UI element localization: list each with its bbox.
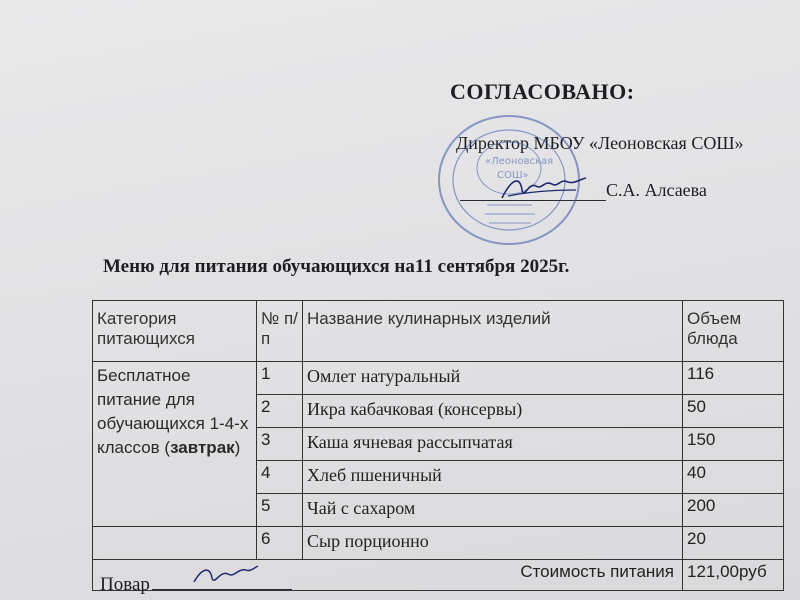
- category-close: ): [234, 438, 241, 457]
- stamp-line-2: СОШ»: [497, 170, 529, 181]
- stamp-line-1: «Леоновская: [485, 156, 554, 167]
- table-row: [93, 527, 784, 560]
- category-meal: завтрак: [170, 438, 235, 457]
- table-row: [93, 362, 784, 395]
- dish-number: 4: [257, 461, 303, 494]
- menu-title: Меню для питания обучающихся на11 сентября 2025г.: [103, 256, 570, 277]
- dish-name: Каша ячневая рассыпчатая: [303, 428, 683, 461]
- header-number: № п/п: [257, 301, 303, 362]
- header-volume: Объем блюда: [683, 301, 784, 362]
- header-name: Название кулинарных изделий: [303, 301, 683, 362]
- dish-number: 2: [257, 395, 303, 428]
- dish-volume: 116: [683, 362, 784, 395]
- dish-name: Сыр порционно: [303, 527, 683, 560]
- dish-number: 5: [257, 494, 303, 527]
- dish-volume: 200: [683, 494, 784, 527]
- dish-number: 3: [257, 428, 303, 461]
- dish-name: Икра кабачковая (консервы): [303, 395, 683, 428]
- cook-label: Повар: [100, 574, 150, 595]
- cook-signature: [190, 560, 260, 590]
- approval-heading: СОГЛАСОВАНО:: [450, 79, 635, 104]
- approval-block: [0, 0, 800, 230]
- dish-name: Чай с сахаром: [303, 494, 683, 527]
- director-signature: [498, 168, 588, 208]
- dish-volume: 150: [683, 428, 784, 461]
- total-label: Стоимость питания: [93, 560, 683, 591]
- dish-volume: 40: [683, 461, 784, 494]
- dish-number: 6: [257, 527, 303, 560]
- empty-category-cell: [93, 527, 257, 560]
- header-category: Категория питающихся: [93, 301, 257, 362]
- total-value: 121,00руб: [683, 560, 784, 591]
- table-header-row: [93, 301, 784, 362]
- category-cell: [93, 362, 257, 527]
- signer-name: С.А. Алсаева: [606, 180, 707, 200]
- dish-volume: 20: [683, 527, 784, 560]
- category-text: Бесплатное питание для обучающихся 1-4-х классов (: [97, 366, 249, 457]
- dish-volume: 50: [683, 395, 784, 428]
- menu-table: [92, 300, 784, 591]
- director-title: Директор МБОУ «Леоновская СОШ»: [456, 133, 744, 153]
- dish-name: Омлет натуральный: [303, 362, 683, 395]
- dish-number: 1: [257, 362, 303, 395]
- dish-name: Хлеб пшеничный: [303, 461, 683, 494]
